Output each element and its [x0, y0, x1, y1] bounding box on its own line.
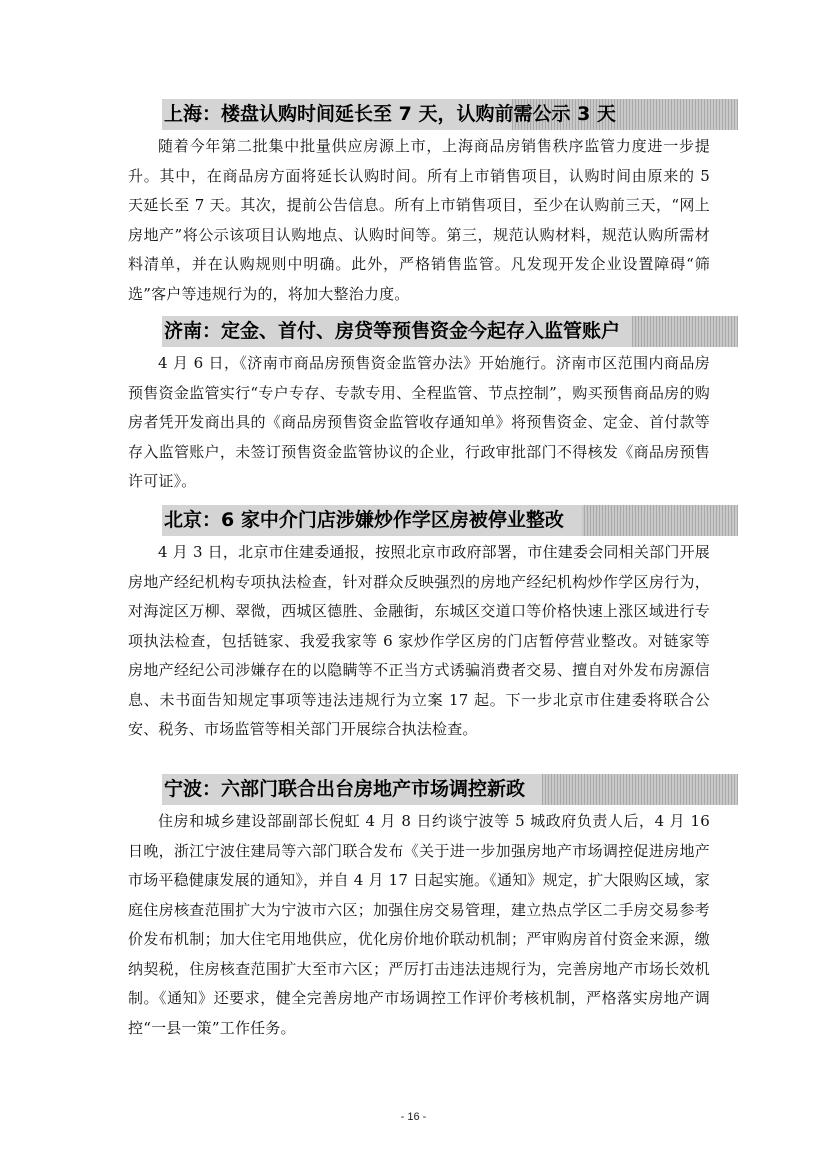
section-shanghai — [128, 99, 710, 309]
section-body: 住房和城乡建设部副部长倪虹 4 月 8 日约谈宁波等 5 城政府负责人后，4 月 16 日晚，浙江宁波住建局等六部门联合发布《关于进一步加强房地产市场调控促进房地产市场平稳健康发展的通知》，并自 4 月 17 日起实施。《通知》规定，扩大限购区域，家庭住房核查范围扩大为宁波市六区；加强住房交易管理，建立热点学区二手房交易参考价发布机制；加大住宅用地供应，优化房价地价联动机制；严审购房首付资金来源，缴纳契税，住房核查范围扩大至市六区；严厉打击违法违规行为，完善房地产市场长效机制。《通知》还要求，健全完善房地产市场调控工作评价考核机制，严格落实房地产调控“一县一策”工作任务。 — [128, 812, 710, 1037]
section-body: 4 月 6 日，《济南市商品房预售资金监管办法》开始施行。济南市区范围内商品房预售资金监管实行“专户专存、专款专用、全程监管、节点控制”，购买预售商品房的购房者凭开发商出具的《商品房预售资金监管收存通知单》将预售资金、定金、首付款等存入监管账户，未签订预售资金监管协议的企业，行政审批部门不得核发《商品房预售许可证》。 — [128, 354, 710, 490]
section-heading: 上海：楼盘认购时间延长至 7 天，认购前需公示 3 天 — [164, 103, 616, 125]
section-heading-bar — [162, 774, 738, 805]
section-heading: 北京：6 家中介门店涉嫌炒作学区房被停业整改 — [164, 509, 564, 531]
section-heading: 宁波：六部门联合出台房地产市场调控新政 — [164, 778, 526, 800]
section-ningbo — [128, 774, 710, 1043]
section-jinan — [128, 316, 710, 497]
page-number: - 16 - — [400, 1111, 427, 1123]
section-body: 随着今年第二批集中批量供应房源上市，上海商品房销售秩序监管力度进一步提升。其中，在商品房方面将延长认购时间。所有上市销售项目，认购时间由原来的 5 天延长至 7 天。其次，提前公告信息。所有上市销售项目，至少在认购前三天，“网上房地产”将公示该项目认购地点、认购时间等。第三，规范认购材料，规范认购所需材料清单，并在认购规则中明确。此外，严格销售监管。凡发现开发企业设置障碍“筛选”客户等违规行为的，将加大整治力度。 — [128, 137, 710, 303]
section-heading-bar — [162, 505, 738, 536]
section-heading-bar — [162, 316, 738, 347]
section-heading: 济南：定金、首付、房贷等预售资金今起存入监管账户 — [164, 320, 621, 342]
section-heading-bar — [162, 99, 738, 130]
section-body: 4 月 3 日，北京市住建委通报，按照北京市政府部署，市住建委会同相关部门开展房地产经纪机构专项执法检查，针对群众反映强烈的房地产经纪机构炒作学区房行为，对海淀区万柳、翠微，西城区德胜、金融街，东城区交道口等价格快速上涨区域进行专项执法检查，包括链家、我爱我家等 6 家炒作学区房的门店暂停营业整改。对链家等房地产经纪公司涉嫌存在的以隐瞒等不正当方式诱骗消费者交易、擅自对外发布房源信息、未书面告知规定事项等违法违规行为立案 17 起。下一步北京市住建委将联合公安、税务、市场监管等相关部门开展综合执法检查。 — [128, 543, 710, 738]
section-beijing — [128, 505, 710, 745]
